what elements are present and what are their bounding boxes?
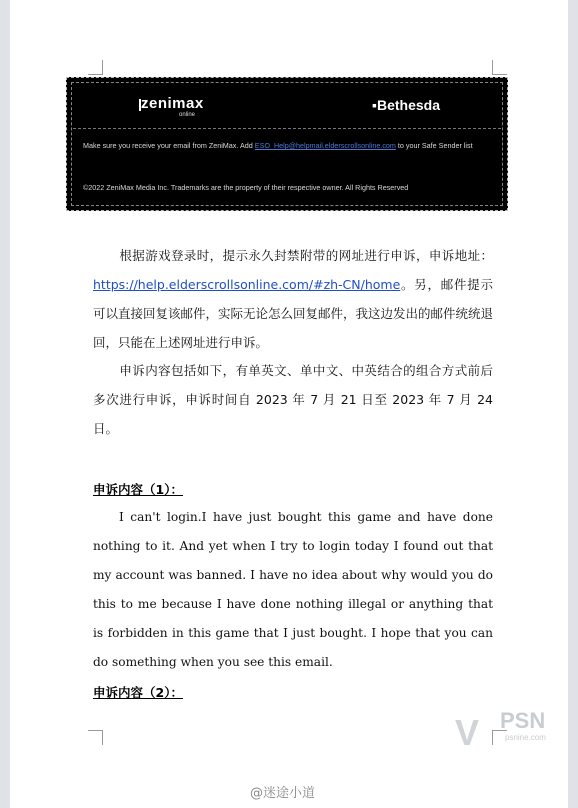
crop-mark-top-left — [88, 60, 103, 75]
zenimax-logo: zenimax — [141, 95, 204, 112]
watermark-psn-sub: psnine.com — [505, 733, 546, 742]
crop-mark-top-right — [492, 60, 507, 75]
banner-copyright: ©2022 ZeniMax Media Inc. Trademarks are the property of their respective owner. All Rights Reserved — [83, 183, 409, 192]
bethesda-logo-text: Bethesda — [376, 97, 440, 113]
watermark-weibo: @迷途小道 — [250, 786, 316, 801]
watermark-psn: PSN — [500, 708, 546, 733]
banner-divider — [73, 128, 501, 129]
intro-p1-before: 根据游戏登录时，提示永久封禁附带的网址进行申诉，申诉地址： — [119, 248, 493, 263]
bethesda-logo: ▪Bethesda — [372, 97, 440, 113]
notice-before: Make sure you receive your email from ZeniMax. Add — [83, 141, 255, 150]
crop-mark-bottom-left — [88, 730, 103, 745]
intro-paragraph-2 — [93, 356, 493, 443]
support-email-link[interactable]: ESO_Help@helpmail.elderscrollsonline.com — [254, 141, 396, 150]
appeal-1-heading: 申诉内容（1）： — [93, 482, 183, 497]
email-banner-image — [66, 77, 508, 211]
appeal-url-link[interactable]: https://help.elderscrollsonline.com/#zh-CN/home — [93, 277, 401, 292]
notice-after: to your Safe Sender list — [395, 141, 473, 150]
intro-paragraph-1 — [93, 241, 493, 357]
appeal-1-text — [93, 503, 493, 677]
appeal-1-body: I can't login.I have just bought this game and have done nothing to it. And yet when I try to login today I found out that my account was banned. I have no idea about why would you do this to me because I have done nothing illegal or anything that is forbidden in this game that I just bought. I hope that you can do something when you see this email. — [93, 510, 493, 669]
banner-safe-sender-notice — [83, 137, 498, 154]
document-page — [10, 0, 568, 808]
watermark-v-logo: V — [455, 712, 480, 753]
appeal-2-heading: 申诉内容（2）： — [93, 685, 183, 700]
intro-p2-text: 申诉内容包括如下，有单英文、单中文、中英结合的组合方式前后多次进行申诉，申诉时间自 2023 年 7 月 21 日至 2023 年 7 月 24 日。 — [93, 363, 493, 436]
zenimax-logo-sub: online — [179, 112, 196, 118]
intro-p1-after: 。另，邮件提示可以直接回复该邮件，实际无论怎么回复邮件，我这边发出的邮件统统退回，只能在上述网址进行申诉。 — [93, 277, 494, 350]
